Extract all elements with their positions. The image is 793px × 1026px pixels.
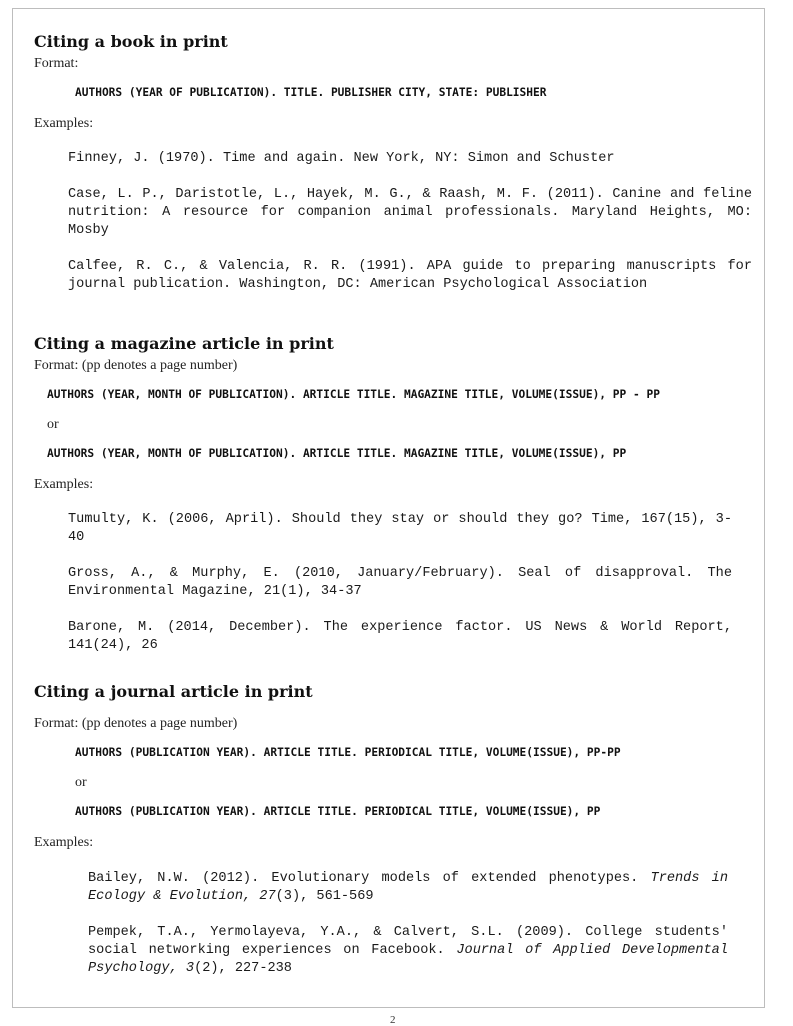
magazine-format-2: AUTHORS (YEAR, MONTH OF PUBLICATION). ARTICLE TITLE. MAGAZINE TITLE, VOLUME(ISSUE), PP: [47, 447, 627, 460]
magazine-or: or: [47, 417, 59, 432]
journal-example-1: [88, 870, 728, 906]
magazine-example-3: Barone, M. (2014, December). The experience factor. US News & World Report, 141(24), 26: [68, 620, 732, 653]
journal-heading: Citing a journal article in print: [34, 682, 313, 701]
journal-example-2-issue: (2), 227-238: [194, 961, 292, 976]
book-example-3: Calfee, R. C., & Valencia, R. R. (1991). APA guide to preparing manuscripts for journal publication. Washington, DC: American Psychological Association: [68, 259, 752, 292]
journal-example-2-source: Journal of Applied Developmental Psychology, 3: [88, 943, 728, 976]
journal-example-1-issue: (3), 561-569: [275, 889, 374, 904]
journal-format-label: Format: (pp denotes a page number): [34, 716, 238, 731]
journal-or: or: [75, 775, 87, 790]
journal-examples-label: Examples:: [34, 835, 94, 850]
book-format: AUTHORS (YEAR OF PUBLICATION). TITLE. PUBLISHER CITY, STATE: PUBLISHER: [75, 86, 547, 99]
book-format-label: Format:: [34, 56, 79, 71]
magazine-example-1: Tumulty, K. (2006, April). Should they stay or should they go? Time, 167(15), 3-40: [68, 512, 732, 545]
journal-example-2-text: Pempek, T.A., Yermolayeva, Y.A., & Calvert, S.L. (2009). College students' social networking experiences on Facebook.: [88, 925, 728, 958]
book-example-2: Case, L. P., Daristotle, L., Hayek, M. G., & Raash, M. F. (2011). Canine and feline nutrition: A resource for companion animal professionals. Maryland Heights, MO: Mosby: [68, 187, 752, 238]
journal-example-1-source: Trends in Ecology & Evolution, 27: [88, 871, 729, 904]
journal-format-1: AUTHORS (PUBLICATION YEAR). ARTICLE TITLE. PERIODICAL TITLE, VOLUME(ISSUE), PP-PP: [75, 746, 621, 759]
book-examples-label: Examples:: [34, 116, 94, 131]
magazine-example-2: Gross, A., & Murphy, E. (2010, January/February). Seal of disapproval. The Environmental Magazine, 21(1), 34-37: [68, 566, 732, 599]
journal-example-2: [88, 924, 728, 978]
magazine-format-label: Format: (pp denotes a page number): [34, 358, 238, 373]
page-number: 2: [390, 1014, 396, 1026]
book-heading: Citing a book in print: [34, 32, 228, 51]
journal-format-2: AUTHORS (PUBLICATION YEAR). ARTICLE TITLE. PERIODICAL TITLE, VOLUME(ISSUE), PP: [75, 805, 601, 818]
magazine-examples-label: Examples:: [34, 477, 94, 492]
magazine-heading: Citing a magazine article in print: [34, 334, 334, 353]
book-example-1: Finney, J. (1970). Time and again. New York, NY: Simon and Schuster: [68, 151, 615, 166]
journal-example-1-text: Bailey, N.W. (2012). Evolutionary models of extended phenotypes.: [88, 871, 651, 886]
magazine-format-1: AUTHORS (YEAR, MONTH OF PUBLICATION). ARTICLE TITLE. MAGAZINE TITLE, VOLUME(ISSUE), PP - PP: [47, 388, 660, 401]
